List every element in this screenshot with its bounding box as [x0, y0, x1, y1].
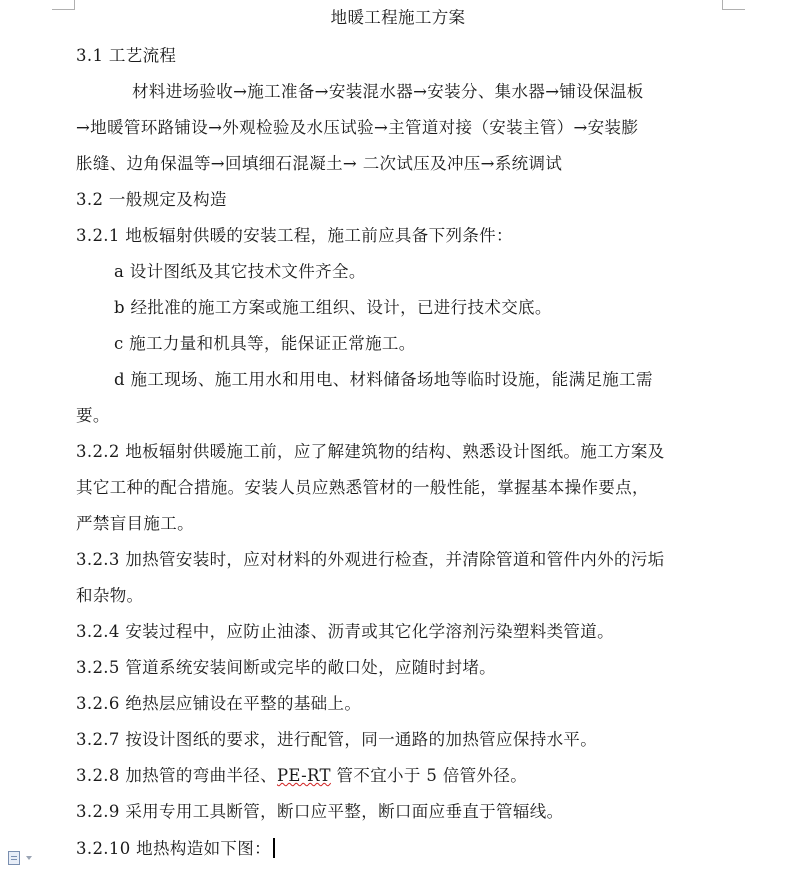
paragraph-line-with-cursor[interactable]	[76, 838, 275, 859]
spellcheck-marked-text: PE-RT	[276, 766, 331, 785]
line-text: 管不宜小于 5 倍管外径。	[330, 766, 528, 785]
paragraph-line: 材料进场验收→施工准备→安装混水器→安装分、集水器→铺设保温板	[132, 82, 644, 101]
heading-3-1: 3.1 工艺流程	[76, 46, 177, 65]
paragraph-line: 胀缝、边角保温等→回填细石混凝土→ 二次试压及冲压→系统调试	[76, 154, 563, 173]
paragraph-line: 3.2.5 管道系统安装间断或完毕的敞口处，应随时封堵。	[76, 658, 497, 677]
list-item: d 施工现场、施工用水和用电、材料储备场地等临时设施，能满足施工需	[114, 370, 653, 389]
paragraph-line: →地暖管环路铺设→外观检验及水压试验→主管道对接（安装主管）→安装膨	[76, 118, 639, 137]
line-text: 3.2.8 加热管的弯曲半径、	[76, 766, 277, 785]
paragraph-line-3-2-8	[76, 766, 527, 786]
paragraph-line: 3.2.2 地板辐射供暖施工前，应了解建筑物的结构、熟悉设计图纸。施工方案及	[76, 442, 665, 461]
paragraph-line: 严禁盲目施工。	[76, 514, 194, 533]
document-options-icon[interactable]	[8, 851, 20, 865]
paragraph-line: 3.2.3 加热管安装时，应对材料的外观进行检查，并清除管道和管件内外的污垢	[76, 550, 665, 569]
chevron-down-icon[interactable]	[26, 856, 32, 860]
line-text: 3.2.10 地热构造如下图：	[76, 839, 271, 858]
document-title: 地暖工程施工方案	[330, 8, 466, 27]
paragraph-line: 3.2.6 绝热层应铺设在平整的基础上。	[76, 694, 362, 713]
paragraph-line: 其它工种的配合措施。安装人员应熟悉管材的一般性能，掌握基本操作要点，	[76, 478, 649, 497]
list-item: b 经批准的施工方案或施工组织、设计，已进行技术交底。	[114, 298, 552, 317]
paragraph-line: 3.2.9 采用专用工具断管，断口应平整，断口面应垂直于管辐线。	[76, 802, 564, 821]
paragraph-line: 要。	[76, 406, 110, 425]
list-item: c 施工力量和机具等，能保证正常施工。	[114, 334, 416, 353]
heading-3-2: 3.2 一般规定及构造	[76, 190, 227, 209]
text-cursor	[273, 838, 275, 858]
paragraph-line: 和杂物。	[76, 586, 144, 605]
list-item: a 设计图纸及其它技术文件齐全。	[114, 262, 366, 281]
paragraph-line: 3.2.1 地板辐射供暖的安装工程，施工前应具备下列条件：	[76, 226, 513, 245]
paragraph-line: 3.2.4 安装过程中，应防止油漆、沥青或其它化学溶剂污染塑料类管道。	[76, 622, 614, 641]
paragraph-line: 3.2.7 按设计图纸的要求，进行配管，同一通路的加热管应保持水平。	[76, 730, 598, 749]
